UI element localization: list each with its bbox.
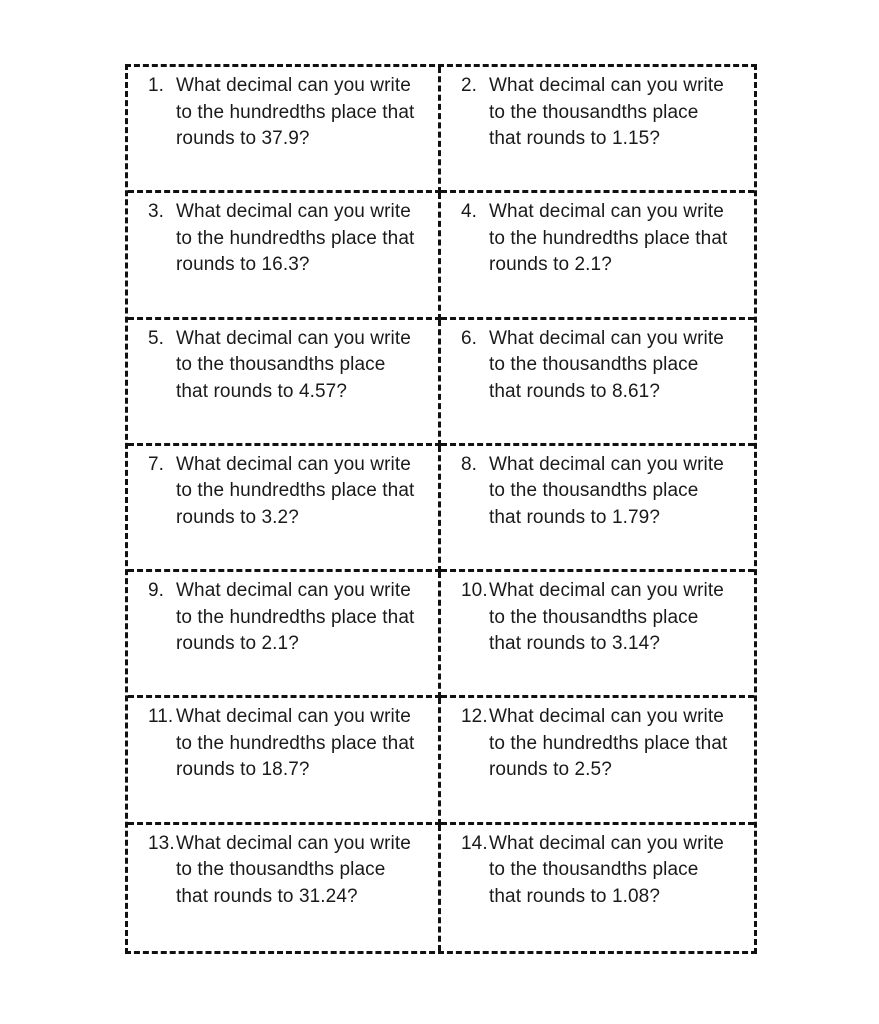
question-text-line: What decimal can you write bbox=[489, 75, 724, 96]
question-text-line: to the thousandths place bbox=[489, 859, 699, 881]
question-card bbox=[441, 698, 754, 824]
question-card bbox=[441, 446, 754, 572]
question-text-line: What decimal can you write bbox=[489, 327, 724, 349]
question-text-line: What decimal can you write bbox=[176, 580, 411, 602]
question-text-line: to the thousandths place bbox=[489, 354, 699, 376]
question-text-line: rounds to 2.5? bbox=[489, 759, 612, 781]
question-card bbox=[441, 193, 754, 319]
question-text-line: that rounds to 3.14? bbox=[489, 633, 661, 655]
question-card bbox=[128, 825, 441, 951]
question-text bbox=[176, 578, 432, 658]
question bbox=[461, 831, 748, 911]
question-text-line: rounds to 16.3? bbox=[176, 254, 310, 276]
question-text bbox=[176, 199, 432, 279]
question-text bbox=[489, 578, 748, 658]
question-text-line: What decimal can you write bbox=[176, 327, 411, 349]
question-card bbox=[128, 698, 441, 824]
question bbox=[148, 326, 432, 406]
question-text-line: What decimal can you write bbox=[176, 75, 411, 96]
question-text-line: to the thousandths place bbox=[489, 480, 699, 502]
question-number: 8. bbox=[461, 453, 478, 475]
question-number: 4. bbox=[461, 201, 478, 223]
question-text bbox=[489, 831, 748, 911]
question-text bbox=[176, 73, 432, 153]
question-text bbox=[176, 831, 432, 911]
question-text-line: to the hundredths place that bbox=[489, 227, 728, 249]
question-text-line: What decimal can you write bbox=[176, 453, 411, 475]
question-text bbox=[489, 73, 748, 153]
question bbox=[148, 73, 432, 153]
question-text-line: What decimal can you write bbox=[489, 201, 724, 223]
question-number: 2. bbox=[461, 75, 478, 96]
question-text-line: to the thousandths place bbox=[176, 354, 386, 376]
question-text-line: to the thousandths place bbox=[489, 101, 699, 123]
question-card bbox=[441, 825, 754, 951]
question-text-line: to the thousandths place bbox=[489, 606, 699, 628]
question-text-line: to the thousandths place bbox=[176, 859, 386, 881]
question-text bbox=[176, 704, 432, 784]
question-number: 10. bbox=[461, 580, 488, 602]
question-text-line: to the hundredths place that bbox=[176, 227, 415, 249]
question bbox=[148, 704, 432, 784]
question-card bbox=[128, 320, 441, 446]
question bbox=[461, 73, 748, 153]
question-text-line: What decimal can you write bbox=[489, 706, 724, 728]
question-text-line: What decimal can you write bbox=[176, 706, 411, 728]
task-card-sheet bbox=[125, 64, 757, 954]
question-text-line: rounds to 3.2? bbox=[176, 506, 299, 528]
question-text-line: to the hundredths place that bbox=[176, 480, 415, 502]
question-text-line: that rounds to 8.61? bbox=[489, 380, 661, 402]
question-card bbox=[128, 446, 441, 572]
question-text-line: that rounds to 1.79? bbox=[489, 506, 661, 528]
question-text bbox=[176, 326, 432, 406]
question-card bbox=[128, 193, 441, 319]
question bbox=[461, 578, 748, 658]
question-number: 9. bbox=[148, 580, 165, 602]
question-text-line: that rounds to 31.24? bbox=[176, 885, 358, 907]
question-text bbox=[489, 326, 748, 406]
question-text-line: What decimal can you write bbox=[489, 580, 724, 602]
question-card bbox=[441, 67, 754, 193]
question-card bbox=[128, 67, 441, 193]
question-card bbox=[441, 572, 754, 698]
question-text-line: rounds to 2.1? bbox=[176, 633, 299, 655]
question-text bbox=[489, 199, 748, 279]
question-text-line: to the hundredths place that bbox=[489, 732, 728, 754]
question-number: 5. bbox=[148, 327, 165, 349]
question bbox=[461, 452, 748, 532]
question-text-line: What decimal can you write bbox=[489, 832, 724, 854]
question bbox=[148, 199, 432, 279]
question-text-line: to the hundredths place that bbox=[176, 732, 415, 754]
question-number: 6. bbox=[461, 327, 478, 349]
question-text-line: What decimal can you write bbox=[489, 453, 724, 475]
question-text-line: to the hundredths place that bbox=[176, 606, 415, 628]
question-text-line: rounds to 18.7? bbox=[176, 759, 310, 781]
question-number: 1. bbox=[148, 75, 165, 96]
question-text-line: that rounds to 1.08? bbox=[489, 885, 661, 907]
question-number: 11. bbox=[148, 706, 174, 728]
question-number: 3. bbox=[148, 201, 165, 223]
question-number: 12. bbox=[461, 706, 488, 728]
question-text-line: that rounds to 4.57? bbox=[176, 380, 348, 402]
question bbox=[461, 326, 748, 406]
question bbox=[148, 578, 432, 658]
question-text bbox=[176, 452, 432, 532]
question-number: 14. bbox=[461, 832, 488, 854]
question-text-line: What decimal can you write bbox=[176, 832, 411, 854]
question-number: 13. bbox=[148, 832, 175, 854]
question-card bbox=[128, 572, 441, 698]
question bbox=[461, 704, 748, 784]
question-text-line: that rounds to 1.15? bbox=[489, 128, 661, 149]
question-text-line: rounds to 37.9? bbox=[176, 128, 310, 149]
question-text bbox=[489, 704, 748, 784]
question-text bbox=[489, 452, 748, 532]
question bbox=[148, 452, 432, 532]
question bbox=[148, 831, 432, 911]
question-number: 7. bbox=[148, 453, 165, 475]
question-text-line: What decimal can you write bbox=[176, 201, 411, 223]
question-text-line: to the hundredths place that bbox=[176, 101, 415, 123]
question-card bbox=[441, 320, 754, 446]
question-text-line: rounds to 2.1? bbox=[489, 254, 612, 276]
question bbox=[461, 199, 748, 279]
